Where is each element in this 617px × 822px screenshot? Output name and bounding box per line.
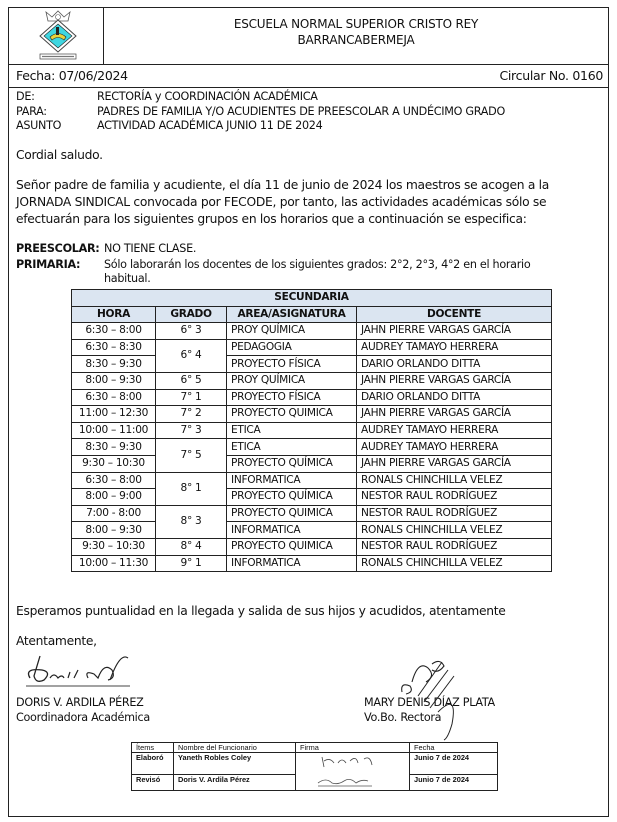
column-header: Fecha xyxy=(410,743,498,753)
rector-name: MARY DENIS DÍAZ PLATA xyxy=(364,696,495,709)
table-row xyxy=(72,522,552,539)
header-bottom-rule xyxy=(8,64,609,65)
column-header: Nombre del Funcionario xyxy=(174,743,296,753)
signature-cell xyxy=(296,753,410,775)
docente-cell: JAHN PIERRE VARGAS GARCÍA xyxy=(357,455,552,472)
hora-cell: 8:00 – 9:00 xyxy=(72,489,156,506)
table-row xyxy=(72,538,552,555)
table-row xyxy=(72,439,552,456)
grado-cell: 8° 1 xyxy=(156,472,227,505)
hora-cell: 7:00 - 8:00 xyxy=(72,505,156,522)
docente-cell: DARIO ORLANDO DITTA xyxy=(357,389,552,406)
table-row xyxy=(72,406,552,423)
table-row xyxy=(72,489,552,506)
table-row xyxy=(72,339,552,356)
grado-cell: 7° 3 xyxy=(156,422,227,439)
table-row xyxy=(72,323,552,340)
area-cell: INFORMATICA xyxy=(227,555,357,572)
schedule-title-row xyxy=(72,290,552,307)
hora-cell: 8:30 – 9:30 xyxy=(72,439,156,456)
hora-cell: 8:30 – 9:30 xyxy=(72,356,156,373)
docente-cell: JAHN PIERRE VARGAS GARCÍA xyxy=(357,372,552,389)
column-header: Ítems xyxy=(132,743,174,753)
column-header: GRADO xyxy=(156,306,227,323)
name-cell: Doris V. Ardila Pérez xyxy=(174,775,296,791)
item-cell: Revisó xyxy=(132,775,174,791)
item-cell: Elaboró xyxy=(132,753,174,775)
area-cell: INFORMATICA xyxy=(227,472,357,489)
area-cell: PROYECTO FÍSICA xyxy=(227,389,357,406)
elaboro-signature-icon xyxy=(320,753,380,769)
subject-label: ASUNTO xyxy=(16,119,62,132)
hora-cell: 8:00 – 9:30 xyxy=(72,522,156,539)
date-cell: Junio 7 de 2024 xyxy=(410,775,498,791)
area-cell: PROY QUÍMICA xyxy=(227,372,357,389)
paragraph-line: Señor padre de familia y acudiente, el día 11 de junio de 2024 los maestros se acogen a la xyxy=(16,178,550,192)
grado-cell: 7° 2 xyxy=(156,406,227,423)
docente-cell: NESTOR RAUL RODRÍGUEZ xyxy=(357,505,552,522)
circular-number: Circular No. 0160 xyxy=(499,68,603,83)
column-header: Firma xyxy=(296,743,410,753)
column-header: DOCENTE xyxy=(357,306,552,323)
docente-cell: NESTOR RAUL RODRÍGUEZ xyxy=(357,538,552,555)
area-cell: PROYECTO QUIMICA xyxy=(227,538,357,555)
approval-table xyxy=(131,742,498,791)
grado-cell: 9° 1 xyxy=(156,555,227,572)
table-row xyxy=(132,753,498,775)
area-cell: ETICA xyxy=(227,439,357,456)
area-cell: PEDAGOGIA xyxy=(227,339,357,356)
preescolar-label: PREESCOLAR: xyxy=(16,242,100,255)
docente-cell: AUDREY TAMAYO HERRERA xyxy=(357,339,552,356)
coordinator-signature-icon xyxy=(22,648,137,692)
area-cell: INFORMATICA xyxy=(227,522,357,539)
area-cell: PROYECTO QUÍMICA xyxy=(227,455,357,472)
docente-cell: RONALS CHINCHILLA VELEZ xyxy=(357,472,552,489)
from-label: DE: xyxy=(16,90,35,103)
hora-cell: 9:30 – 10:30 xyxy=(72,455,156,472)
school-city: BARRANCABERMEJA xyxy=(297,33,415,47)
area-cell: PROYECTO FÍSICA xyxy=(227,356,357,373)
school-name: ESCUELA NORMAL SUPERIOR CRISTO REY xyxy=(233,17,479,31)
hora-cell: 6:30 – 8:30 xyxy=(72,339,156,356)
body-paragraph xyxy=(16,177,596,228)
closing-text: Esperamos puntualidad en la llegada y salida de sus hijos y acudidos, atentamente xyxy=(16,604,506,618)
coordinator-name: DORIS V. ARDILA PÉREZ xyxy=(16,696,144,709)
column-header: HORA xyxy=(72,306,156,323)
grado-cell: 6° 4 xyxy=(156,339,227,372)
primaria-value-line2: habitual. xyxy=(104,272,151,285)
primaria-value-line1: Sólo laborarán los docentes de los siguientes grados: 2°2, 2°3, 4°2 en el horario xyxy=(104,258,531,271)
name-cell: Yaneth Robles Coley xyxy=(174,753,296,775)
area-cell: ETICA xyxy=(227,422,357,439)
table-row xyxy=(132,775,498,791)
coordinator-role: Coordinadora Académica xyxy=(16,711,150,724)
reviso-signature-icon xyxy=(316,775,376,788)
to-label: PARA: xyxy=(16,105,47,118)
paragraph-line: efectuarán para los siguientes grupos en los horarios que a continuación se especifica: xyxy=(16,212,527,226)
area-cell: PROY QUÍMICA xyxy=(227,323,357,340)
area-cell: PROYECTO QUIMICA xyxy=(227,505,357,522)
docente-cell: JAHN PIERRE VARGAS GARCÍA xyxy=(357,406,552,423)
docente-cell: RONALS CHINCHILLA VELEZ xyxy=(357,522,552,539)
area-cell: PROYECTO QUÍMICA xyxy=(227,489,357,506)
subject-value: ACTIVIDAD ACADÉMICA JUNIO 11 DE 2024 xyxy=(97,119,323,132)
schedule-table xyxy=(71,289,552,572)
hora-cell: 11:00 – 12:30 xyxy=(72,406,156,423)
approval-header-row xyxy=(132,743,498,753)
hora-cell: 10:00 – 11:30 xyxy=(72,555,156,572)
table-row xyxy=(72,422,552,439)
schedule-title: SECUNDARIA xyxy=(72,290,552,307)
grado-cell: 7° 5 xyxy=(156,439,227,472)
table-row xyxy=(72,455,552,472)
grado-cell: 6° 5 xyxy=(156,372,227,389)
area-cell: PROYECTO QUIMICA xyxy=(227,406,357,423)
preescolar-value: NO TIENE CLASE. xyxy=(104,242,197,255)
greeting: Cordial saludo. xyxy=(16,148,103,162)
column-header: AREA/ASIGNATURA xyxy=(227,306,357,323)
docente-cell: JAHN PIERRE VARGAS GARCÍA xyxy=(357,323,552,340)
table-row xyxy=(72,472,552,489)
sign-off: Atentamente, xyxy=(16,634,97,648)
table-row xyxy=(72,389,552,406)
primaria-label: PRIMARIA: xyxy=(16,258,81,271)
table-row xyxy=(72,372,552,389)
hora-cell: 10:00 – 11:00 xyxy=(72,422,156,439)
hora-cell: 9:30 – 10:30 xyxy=(72,538,156,555)
signature-cell xyxy=(296,775,410,791)
date-bottom-rule xyxy=(8,87,609,88)
to-value: PADRES DE FAMILIA Y/O ACUDIENTES DE PREESCOLAR A UNDÉCIMO GRADO xyxy=(97,105,505,118)
grado-cell: 6° 3 xyxy=(156,323,227,340)
school-crest-logo-icon xyxy=(32,8,84,60)
docente-cell: RONALS CHINCHILLA VELEZ xyxy=(357,555,552,572)
grado-cell: 7° 1 xyxy=(156,389,227,406)
header-title xyxy=(103,16,609,48)
table-row xyxy=(72,505,552,522)
grado-cell: 8° 3 xyxy=(156,505,227,538)
date-label: Fecha: 07/06/2024 xyxy=(16,68,128,83)
schedule-header-row xyxy=(72,306,552,323)
docente-cell: NESTOR RAUL RODRÍGUEZ xyxy=(357,489,552,506)
date-cell: Junio 7 de 2024 xyxy=(410,753,498,775)
hora-cell: 6:30 – 8:00 xyxy=(72,389,156,406)
docente-cell: AUDREY TAMAYO HERRERA xyxy=(357,439,552,456)
rector-role: Vo.Bo. Rectora xyxy=(364,711,442,724)
hora-cell: 6:30 – 8:00 xyxy=(72,472,156,489)
hora-cell: 8:00 – 9:30 xyxy=(72,372,156,389)
hora-cell: 6:30 – 8:00 xyxy=(72,323,156,340)
table-row xyxy=(72,555,552,572)
grado-cell: 8° 4 xyxy=(156,538,227,555)
paragraph-line: JORNADA SINDICAL convocada por FECODE, por tanto, las actividades académicas sólo se xyxy=(16,195,547,209)
from-value: RECTORÍA y COORDINACIÓN ACADÉMICA xyxy=(97,90,318,103)
table-row xyxy=(72,356,552,373)
docente-cell: AUDREY TAMAYO HERRERA xyxy=(357,422,552,439)
docente-cell: DARIO ORLANDO DITTA xyxy=(357,356,552,373)
